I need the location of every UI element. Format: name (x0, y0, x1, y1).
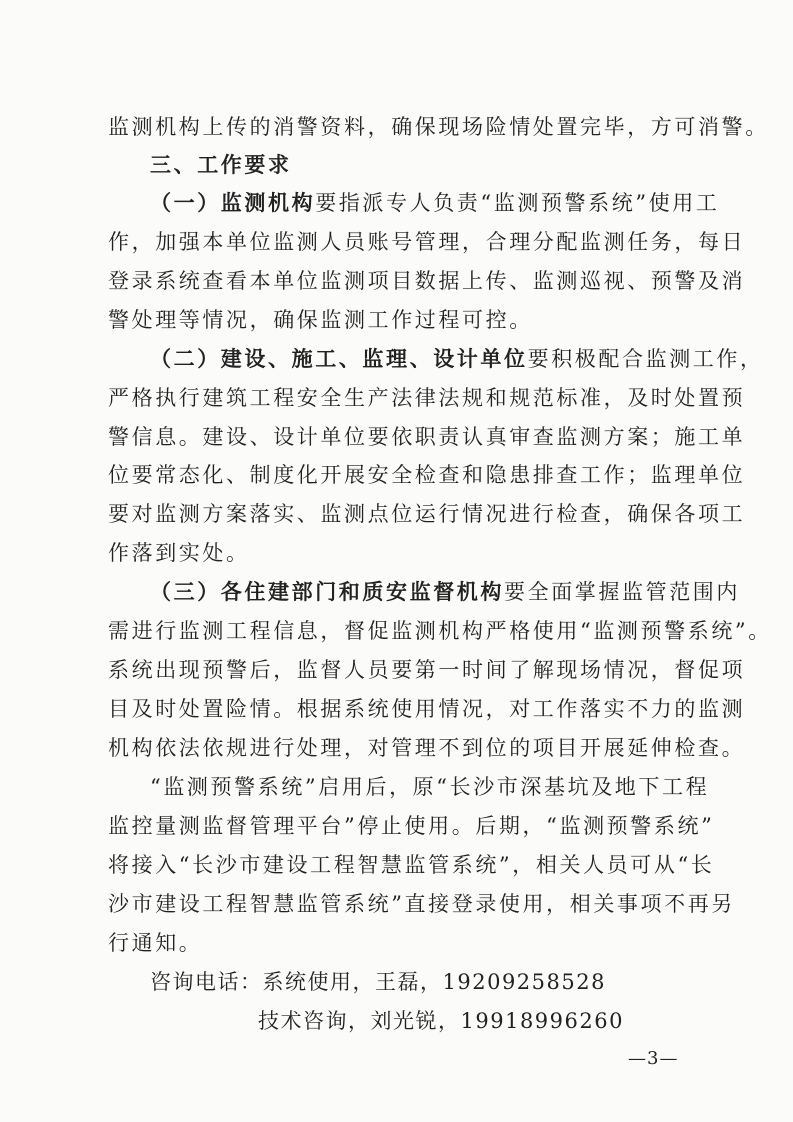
paragraph-line: 警信息。建设、设计单位要依职责认真审查监测方案；施工单 (108, 425, 746, 449)
paragraph-line (150, 188, 719, 218)
paragraph-text: 要积极配合监测工作， (527, 347, 764, 371)
paragraph-line: 位要常态化、制度化开展安全检查和隐患排查工作；监理单位 (108, 463, 746, 487)
paragraph-line: “监测预警系统”启用后，原“长沙市深基坑及地下工程 (150, 775, 710, 799)
contact-tech-line: 技术咨询，刘光锐，19918996260 (258, 1009, 624, 1033)
paragraph-line: 沙市建设工程智慧监管系统”直接登录使用，相关事项不再另 (108, 892, 735, 916)
paragraph-line: 警处理等情况，确保监测工作过程可控。 (108, 308, 533, 332)
paragraph-line: 监测机构上传的消警资料，确保现场险情处置完毕，方可消警。 (108, 115, 769, 139)
subheading-label: （二）建设、施工、监理、设计单位 (150, 346, 528, 371)
paragraph-line: 要对监测方案落实、监测点位运行情况进行检查，确保各项工 (108, 502, 746, 526)
paragraph-line: 登录系统查看本单位监测项目数据上传、监测巡视、预警及消 (108, 269, 746, 293)
paragraph-line: 严格执行建筑工程安全生产法律法规和规范标准，及时处置预 (108, 386, 746, 410)
paragraph-line: 监控量测监督管理平台”停止使用。后期，“监测预警系统” (108, 814, 715, 838)
paragraph-line: 行通知。 (108, 931, 203, 955)
paragraph-line: 将接入“长沙市建设工程智慧监管系统”，相关人员可从“长 (108, 853, 715, 877)
paragraph-line: 机构依法依规进行处理，对管理不到位的项目开展延伸检查。 (108, 736, 746, 760)
section-heading: 三、工作要求 (150, 152, 292, 177)
paragraph-line: 作，加强本单位监测人员账号管理，合理分配监测任务，每日 (108, 230, 746, 254)
subheading-label: （一）监测机构 (150, 190, 316, 215)
page-number: —3— (628, 1048, 679, 1069)
paragraph-line (150, 577, 740, 607)
contact-phone-line: 咨询电话：系统使用，王磊，19209258528 (150, 970, 606, 994)
subheading-label: （三）各住建部门和质安监督机构 (150, 579, 504, 604)
paragraph-line: 目及时处置险情。根据系统使用情况，对工作落实不力的监测 (108, 697, 746, 721)
paragraph-line (150, 344, 764, 374)
paragraph-text: 要指派专人负责“监测预警系统”使用工 (315, 191, 720, 215)
paragraph-line: 需进行监测工程信息，督促监测机构严格使用“监测预警系统”。 (108, 619, 772, 643)
paragraph-line: 作落到实处。 (108, 541, 250, 565)
paragraph-text: 要全面掌握监管范围内 (504, 580, 740, 604)
paragraph-line: 系统出现预警后，监督人员要第一时间了解现场情况，督促项 (108, 658, 746, 682)
